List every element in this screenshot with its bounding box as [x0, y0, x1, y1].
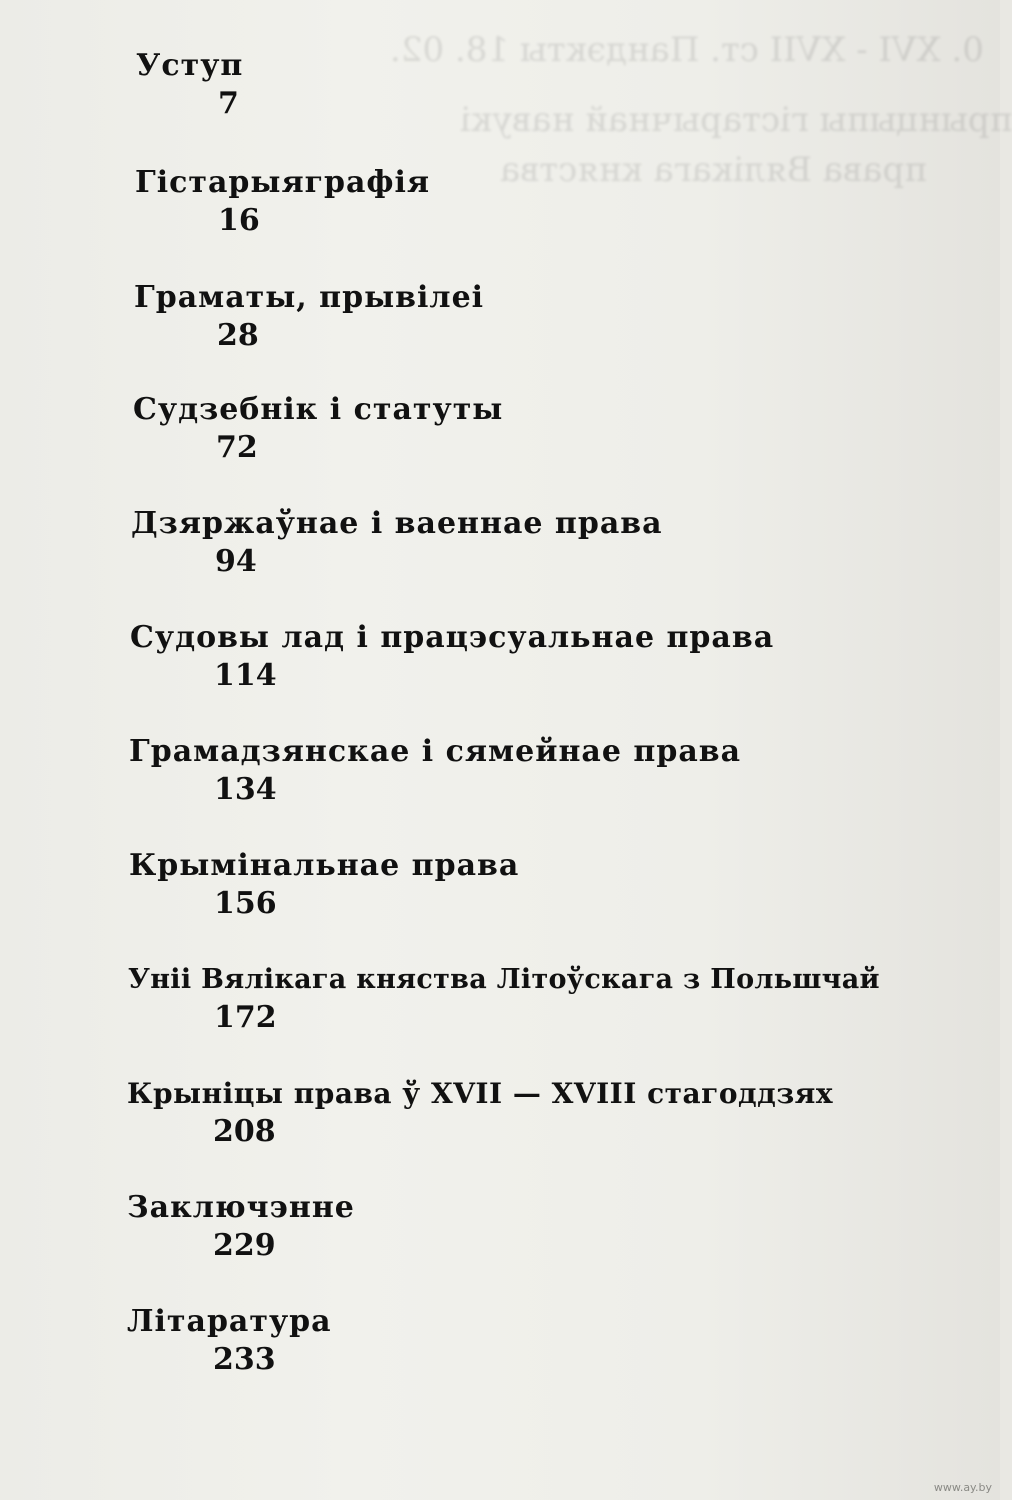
toc-entry [0, 1190, 1000, 1290]
toc-page-number: 114 [214, 658, 277, 693]
toc-entry [0, 506, 1000, 606]
toc-entry [0, 962, 1000, 1062]
toc-title: Гістарыяграфія [135, 165, 431, 200]
toc-title: Крымінальнае права [129, 848, 520, 883]
toc-title: Дзяржаўнае і ваеннае права [131, 506, 663, 541]
site-watermark: www.ay.by [933, 1481, 992, 1494]
toc-title: Судзебнік і статуты [133, 392, 504, 427]
toc-title: Літаратура [127, 1304, 332, 1339]
show-through-text: 0. XVI - XVII ст. Пандэкты 18. 02. прынцыпы гістарычнай навукі права Вялікага княства [390, 30, 1012, 190]
toc-entry [0, 392, 1000, 492]
toc-entry [0, 165, 1000, 265]
toc-page-number: 7 [218, 86, 239, 121]
toc-entry [0, 734, 1000, 834]
toc-entry [0, 1304, 1000, 1404]
toc-page-number: 72 [216, 430, 258, 465]
toc-title: Граматы, прывілеі [134, 280, 485, 315]
toc-entry [0, 48, 1000, 148]
toc-entry [0, 848, 1000, 948]
toc-page-number: 16 [218, 203, 260, 238]
toc-title: Грамадзянскае і сямейнае права [129, 734, 742, 769]
toc-title: Заключэнне [127, 1190, 355, 1225]
toc-page-number: 208 [213, 1114, 276, 1149]
toc-page-number: 156 [214, 886, 277, 921]
toc-page-number: 233 [213, 1342, 276, 1377]
toc-title: Уступ [136, 48, 244, 83]
toc-page-number: 229 [213, 1228, 276, 1263]
toc-page-number: 134 [214, 772, 277, 807]
toc-entry [0, 280, 1000, 380]
toc-page-number: 172 [214, 1000, 277, 1035]
toc-entry [0, 1076, 1000, 1176]
toc-page-number: 94 [215, 544, 257, 579]
toc-title: Крыніцы права ў XVII — XVIII стагоддзях [127, 1077, 834, 1110]
toc-title: Судовы лад і працэсуальнае права [130, 620, 775, 655]
toc-page-number: 28 [217, 318, 259, 353]
toc-title: Уніі Вялікага княства Літоўскага з Польшчай [128, 964, 880, 995]
toc-entry [0, 620, 1000, 720]
